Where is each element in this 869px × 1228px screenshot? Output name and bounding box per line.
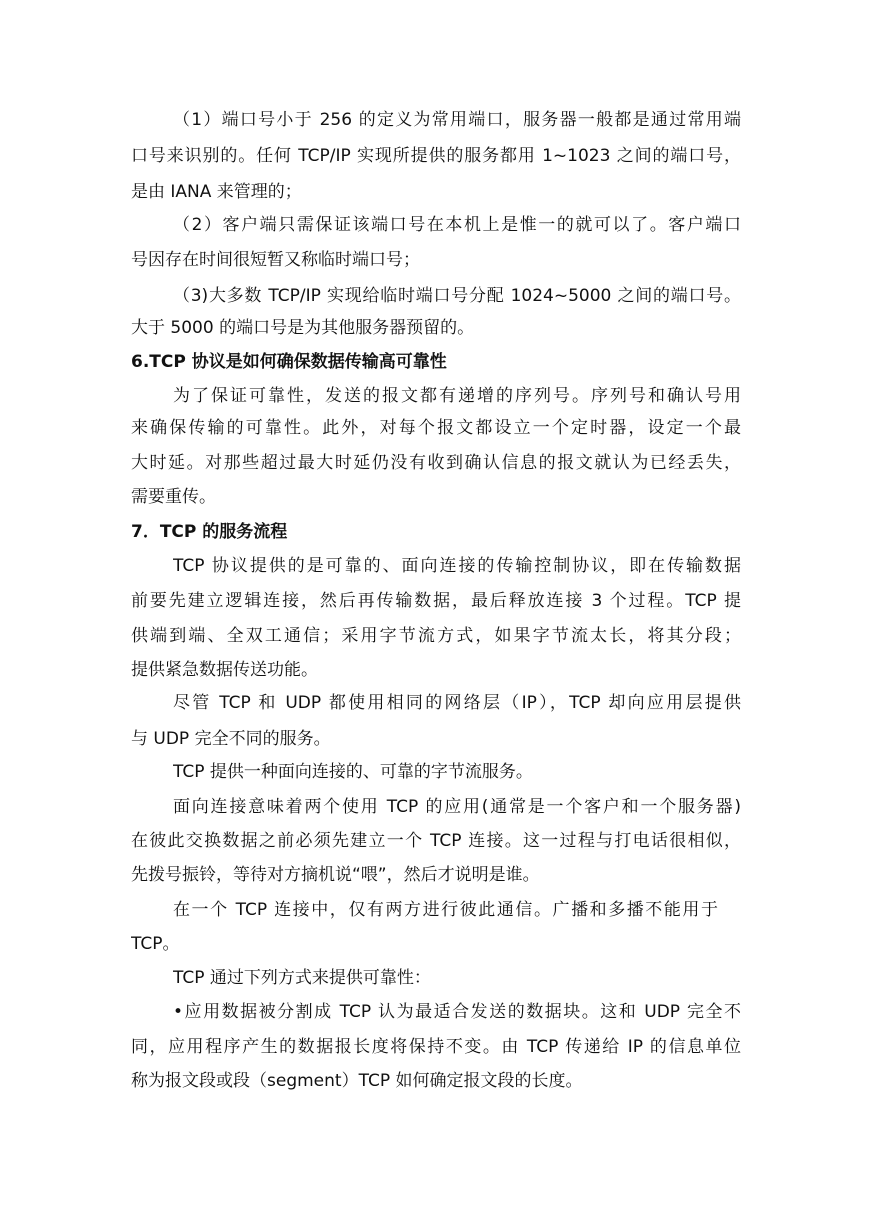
reliability-methods-intro: TCP 通过下列方式来提供可靠性： — [173, 968, 431, 988]
port-rule-2-line-1: （2）客户端只需保证该端口号在本机上是惟一的就可以了。客户端口 — [173, 215, 741, 235]
port-rule-2-line-2: 号因存在时间很短暂又称临时端口号； — [131, 250, 420, 270]
bullet-para-line-3: 称为报文段或段（segment）TCP 如何确定报文段的长度。 — [131, 1071, 583, 1091]
connection-para-line-2: 在彼此交换数据之前必须先建立一个 TCP 连接。这一过程与打电话很相似， — [131, 831, 741, 851]
tcp-udp-para-line-2: 与 UDP 完全不同的服务。 — [131, 729, 331, 749]
connection-para-line-3: 先拨号振铃，等待对方摘机说“喂”，然后才说明是谁。 — [131, 865, 540, 885]
bullet-para-line-2: 同，应用程序产生的数据报长度将保持不变。由 TCP 传递给 IP 的信息单位 — [131, 1037, 741, 1057]
reliability-para-line-2: 来确保传输的可靠性。此外，对每个报文都设立一个定时器，设定一个最 — [131, 418, 741, 438]
tcp-udp-para-line-1: 尽管 TCP 和 UDP 都使用相同的网络层（IP），TCP 却向应用层提供 — [173, 693, 741, 713]
service-para-line-1: TCP 协议提供的是可靠的、面向连接的传输控制协议，即在传输数据 — [173, 556, 741, 576]
reliability-para-line-1: 为了保证可靠性，发送的报文都有递增的序列号。序列号和确认号用 — [173, 386, 741, 406]
section-6-heading: 6.TCP 协议是如何确保数据传输高可靠性 — [131, 352, 447, 372]
port-rule-3-line-1: （3)大多数 TCP/IP 实现给临时端口号分配 1024~5000 之间的端口号。 — [173, 286, 741, 306]
two-party-para-line-1: 在一个 TCP 连接中，仅有两方进行彼此通信。广播和多播不能用于 — [173, 900, 718, 920]
connection-para-line-1: 面向连接意味着两个使用 TCP 的应用(通常是一个客户和一个服务器) — [173, 797, 741, 817]
bullet-para-line-1: •应用数据被分割成 TCP 认为最适合发送的数据块。这和 UDP 完全不 — [173, 1002, 741, 1022]
reliability-para-line-3: 大时延。对那些超过最大时延仍没有收到确认信息的报文就认为已经丢失， — [131, 453, 741, 473]
port-rule-1-line-1: （1）端口号小于 256 的定义为常用端口，服务器一般都是通过常用端 — [173, 110, 741, 130]
service-para-line-2: 前要先建立逻辑连接，然后再传输数据，最后释放连接 3 个过程。TCP 提 — [131, 591, 741, 611]
two-party-para-line-2: TCP。 — [131, 934, 180, 954]
port-rule-3-line-2: 大于 5000 的端口号是为其他服务器预留的。 — [131, 318, 475, 338]
section-7-heading: 7．TCP 的服务流程 — [131, 522, 288, 542]
bytestream-line: TCP 提供一种面向连接的、可靠的字节流服务。 — [173, 762, 533, 782]
port-rule-1-line-3: 是由 IANA 来管理的； — [131, 182, 302, 202]
reliability-para-line-4: 需要重传。 — [131, 487, 216, 507]
port-rule-1-line-2: 口号来识别的。任何 TCP/IP 实现所提供的服务都用 1~1023 之间的端口号， — [131, 146, 741, 166]
service-para-line-3: 供端到端、全双工通信；采用字节流方式，如果字节流太长，将其分段； — [131, 626, 741, 646]
service-para-line-4: 提供紧急数据传送功能。 — [131, 660, 318, 680]
